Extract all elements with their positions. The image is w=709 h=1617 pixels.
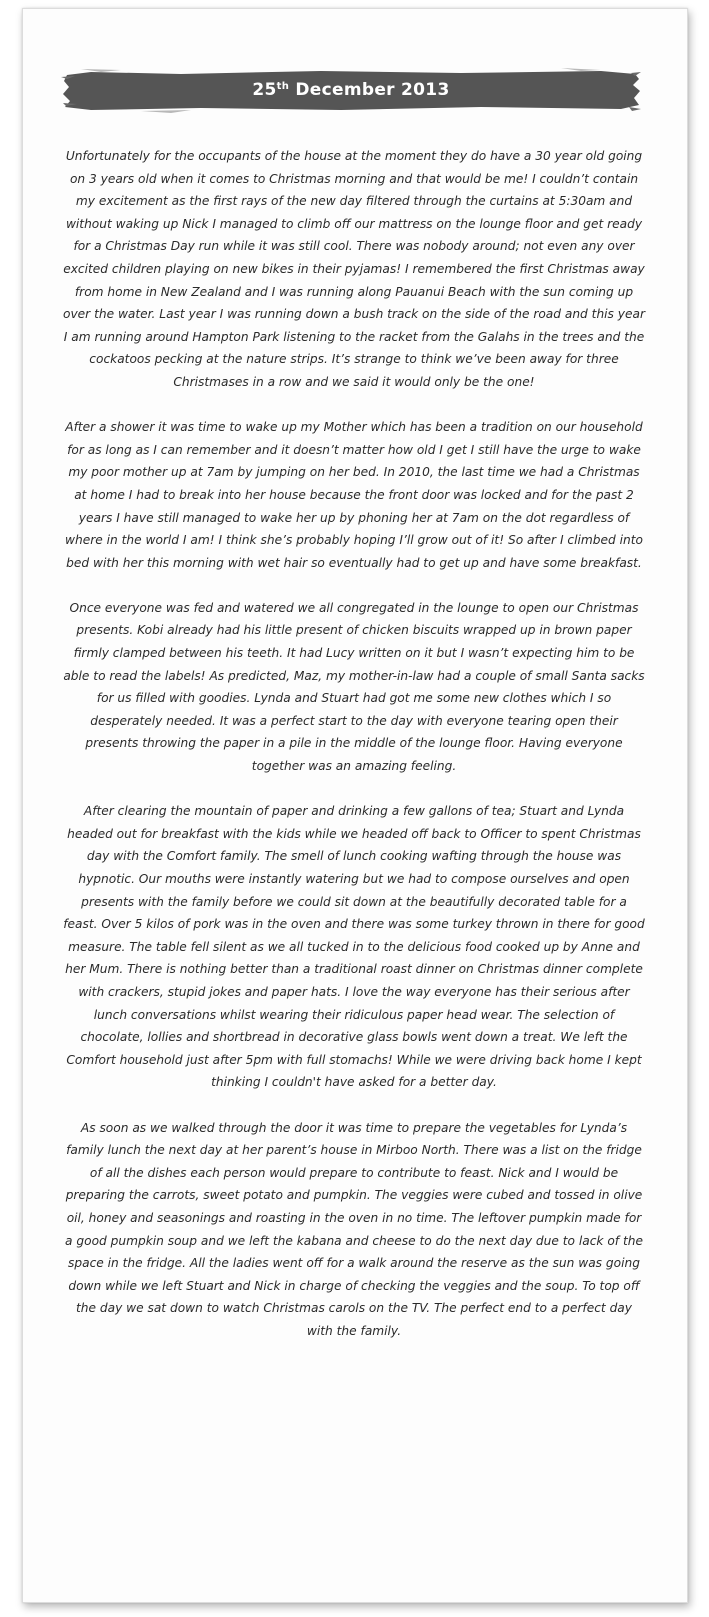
- paragraph-4: After clearing the mountain of paper and drinking a few gallons of tea; Stuart and Lynda headed out for breakfast with the kids while we headed off back to Officer to spent Christmas day with the Comfort family. The smell of lunch cooking wafting through the house was hypnotic. Our mouths were instantly watering but we had to compose ourselves and open presents with the family before we could sit down at the beautifully decorated table for a feast. Over 5 kilos of pork was in the oven and there was some turkey thrown in there for good measure. The table fell silent as we all tucked in to the delicious food cooked up by Anne and her Mum. There is nothing better than a traditional roast dinner on Christmas dinner complete with crackers, stupid jokes and paper hats. I love the way everyone has their serious after lunch conversations whilst wearing their ridiculous paper head wear. The selection of chocolate, lollies and shortbread in decorative glass bowls went down a treat. We left the Comfort household just after 5pm with full stomachs! While we were driving back home I kept thinking I couldn't have asked for a better day.: [63, 804, 645, 1090]
- title-day-suffix: th: [276, 81, 290, 92]
- title-month-year: December 2013: [295, 80, 450, 100]
- paragraph-1: Unfortunately for the occupants of the house at the moment they do have a 30 year old going on 3 years old when it comes to Christmas morning and that would be me! I couldn’t contain my excitement as the first rays of the new day filtered through the curtains at 5:30am and without waking up Nick I managed to climb off our mattress on the lounge floor and get ready for a Christmas Day run while it was still cool. There was nobody around; not even any over excited children playing on new bikes in their pyjamas! I remembered the first Christmas away from home in New Zealand and I was running along Pauanui Beach with the sun coming up over the water. Last year I was running down a bush track on the side of the road and this year I am running around Hampton Park listening to the racket from the Galahs in the trees and the cockatoos pecking at the nature strips. It’s strange to think we’ve been away for three Christmases in a row and we said it would only be the one!: [63, 149, 645, 389]
- journal-body: [63, 145, 645, 1365]
- title-banner: [61, 67, 641, 113]
- paragraph-2: After a shower it was time to wake up my Mother which has been a tradition on our household for as long as I can remember and it doesn’t matter how old I get I still have the urge to wake my poor mother up at 7am by jumping on her bed. In 2010, the last time we had a Christmas at home I had to break into her house because the front door was locked and for the past 2 years I have still managed to wake her up by phoning her at 7am on the dot regardless of where in the world I am! I think she’s probably hoping I’ll grow out of it! So after I climbed into bed with her this morning with wet hair so eventually had to get up and have some breakfast.: [65, 420, 643, 570]
- title-day: 25: [252, 80, 277, 100]
- page-title: [61, 67, 641, 113]
- paragraph-5: As soon as we walked through the door it was time to prepare the vegetables for Lynda’s family lunch the next day at her parent’s house in Mirboo North. There was a list on the fridge of all the dishes each person would prepare to contribute to feast. Nick and I would be preparing the carrots, sweet potato and pumpkin. The veggies were cubed and tossed in olive oil, honey and seasonings and roasting in the oven in no time. The leftover pumpkin made for a good pumpkin soup and we left the kabana and cheese to do the next day due to lack of the space in the fridge. All the ladies went off for a walk around the reserve as the sun was going down while we left Stuart and Nick in charge of checking the veggies and the soup. To top off the day we sat down to watch Christmas carols on the TV. The perfect end to a perfect day with the family.: [65, 1120, 643, 1338]
- paper-sheet: [22, 8, 688, 1603]
- paragraph-3: Once everyone was fed and watered we all congregated in the lounge to open our Christmas presents. Kobi already had his little present of chicken biscuits wrapped up in brown paper firmly clamped between his teeth. It had Lucy written on it but I wasn’t expecting him to be able to read the labels! As predicted, Maz, my mother-in-law had a couple of small Santa sacks for us filled with goodies. Lynda and Stuart had got me some new clothes which I so desperately needed. It was a perfect start to the day with everyone tearing open their presents throwing the paper in a pile in the middle of the lounge floor. Having everyone together was an amazing feeling.: [63, 600, 645, 774]
